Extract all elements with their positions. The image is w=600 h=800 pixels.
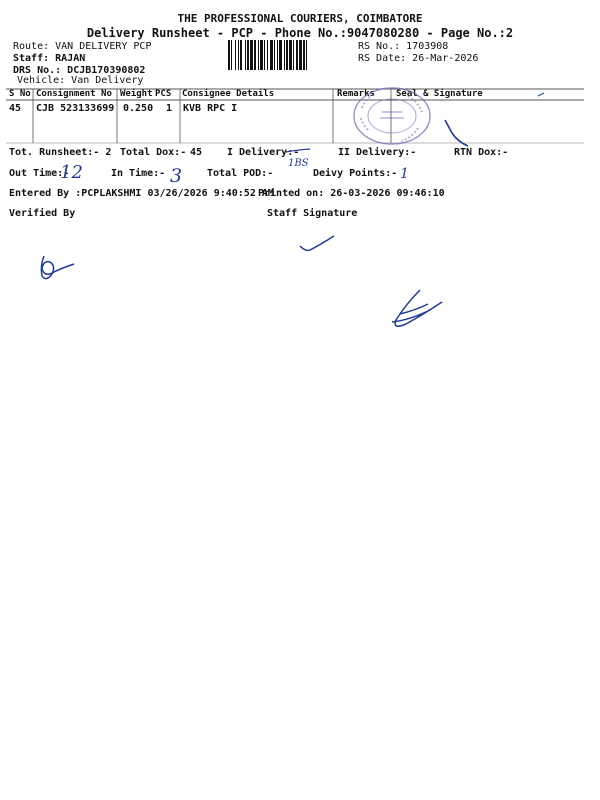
verified-by-label: Verified By (9, 208, 76, 219)
barcode-bar (293, 40, 294, 70)
rs-number: RS No.: 1703908 (358, 41, 449, 52)
barcode-bar (299, 40, 302, 70)
entered-by: Entered By :PCPLAKSHMI 03/26/2026 9:40:52 AM (9, 188, 274, 199)
rtn-dox-label: RTN Dox:- (454, 147, 509, 158)
barcode (228, 40, 352, 70)
out-time-label: Out Time:- (9, 168, 70, 179)
route-label: Route: VAN DELIVERY PCP (13, 41, 152, 52)
barcode-bar (286, 40, 288, 70)
ii-delivery-label: II Delivery:- (338, 147, 417, 158)
printed-on: Printed on: 26-03-2026 09:46:10 (258, 188, 445, 199)
col-header-consignment: Consignment No (36, 89, 112, 99)
barcode-bar (296, 40, 298, 70)
tot-runsheet: Tot. Runsheet:- 2 (9, 147, 112, 158)
barcode-bar (238, 40, 239, 70)
barcode-bar (240, 40, 242, 70)
row-sno: 45 (9, 103, 22, 114)
row-weight: 0.250 (123, 103, 154, 114)
handwritten-i-delivery: 1BS (288, 158, 309, 169)
total-dox-label: Total Dox:- (120, 147, 187, 158)
staff-signature-mark (300, 236, 334, 251)
barcode-bar (274, 40, 275, 70)
i-delivery-label: I Delivery:- (227, 147, 300, 158)
drs-number: DRS No.: DCJB170390802 (13, 65, 146, 76)
barcode-bar (245, 40, 246, 70)
vehicle-label: Vehicle: Van Delivery (17, 75, 144, 86)
barcode-bar (277, 40, 278, 70)
barcode-bar (228, 40, 230, 70)
barcode-bar (284, 40, 285, 70)
barcode-bar (254, 40, 256, 70)
in-time-label: In Time:- (111, 168, 166, 179)
col-header-sno: S No (9, 89, 31, 99)
delivery-points-label: Deivy Points:- (313, 168, 398, 179)
barcode-bar (235, 40, 236, 70)
verified-by-signature (41, 256, 74, 279)
total-pod-label: Total POD:- (207, 168, 274, 179)
col-header-remarks: Remarks (337, 89, 375, 99)
row-pcs: 1 (166, 103, 173, 114)
total-dox-value: 45 (190, 147, 203, 158)
handwritten-delivery-points: 1 (400, 166, 409, 182)
barcode-bar (258, 40, 259, 70)
barcode-bar (279, 40, 282, 70)
rs-date: RS Date: 26-Mar-2026 (358, 53, 479, 64)
barcode-bar (270, 40, 273, 70)
barcode-bar (289, 40, 292, 70)
barcode-bar (303, 40, 305, 70)
runsheet-subtitle: Delivery Runsheet - PCP - Phone No.:9047080280 - Page No.:2 (86, 26, 514, 40)
col-header-consignee: Consignee Details (182, 89, 275, 99)
barcode-bar (231, 40, 232, 70)
company-title: THE PROFESSIONAL COURIERS, COIMBATORE (177, 12, 423, 25)
barcode-bar (260, 40, 263, 70)
barcode-bar (267, 40, 268, 70)
barcode-bar (247, 40, 249, 70)
row-consignment-no: CJB 523133699 (36, 103, 115, 114)
row-consignee: KVB RPC I (183, 103, 238, 114)
staff-signature-label: Staff Signature (267, 208, 358, 219)
handwritten-out-time: 12 (60, 162, 83, 183)
seal-stamp (348, 86, 440, 156)
handwritten-in-time: 3 (170, 165, 183, 187)
right-signature (392, 290, 442, 326)
col-header-seal-signature: Seal & Signature (396, 89, 483, 99)
barcode-bar (306, 40, 307, 70)
col-header-pcs: PCS (155, 89, 172, 99)
barcode-bar (264, 40, 265, 70)
staff-label: Staff: RAJAN (13, 53, 86, 64)
col-header-weight: Weight (120, 89, 153, 99)
barcode-bar (250, 40, 253, 70)
runsheet-table (6, 88, 584, 144)
